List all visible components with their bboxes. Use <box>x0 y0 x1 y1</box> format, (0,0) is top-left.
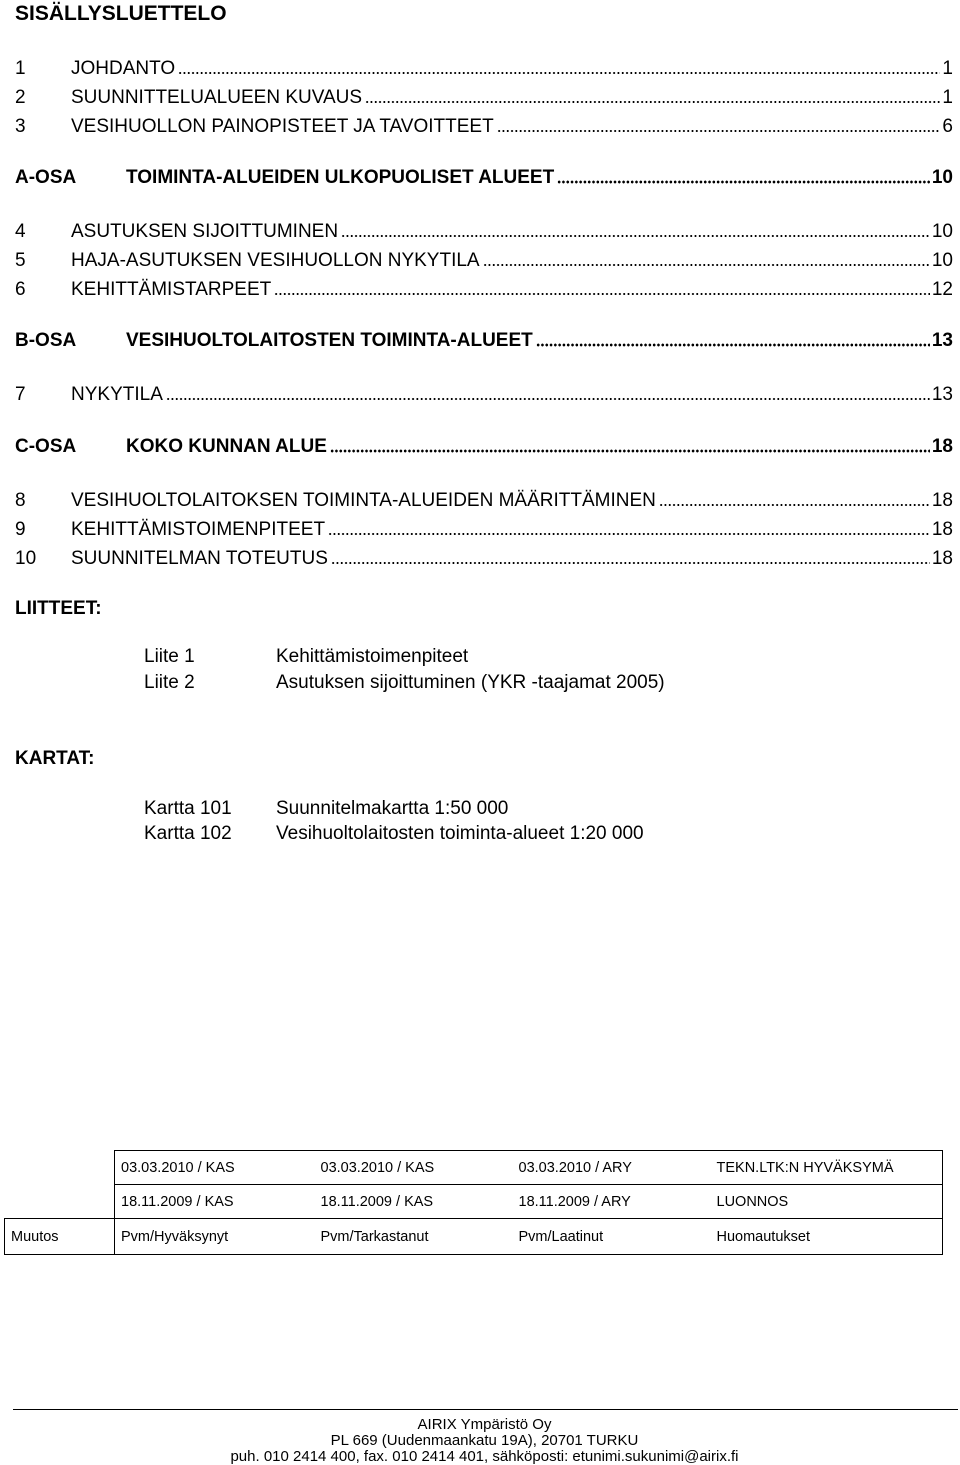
toc-entry-title: JOHDANTO <box>71 58 176 79</box>
revision-header-cell: Muutos <box>5 1219 115 1255</box>
annex-code: Liite 1 <box>144 646 195 667</box>
revision-cell: 18.11.2009 / KAS <box>315 1185 513 1219</box>
toc-entry-page: 18 <box>931 490 953 511</box>
toc-entry[interactable] <box>15 275 953 301</box>
toc-entry-number: 5 <box>15 250 26 271</box>
toc-entry-title: HAJA-ASUTUKSEN VESIHUOLLON NYKYTILA <box>71 250 480 271</box>
footer-divider <box>13 1409 958 1410</box>
maps-label: KARTAT: <box>15 748 95 769</box>
revision-cell: 03.03.2010 / KAS <box>115 1151 315 1185</box>
toc-entry[interactable] <box>15 486 953 512</box>
footer-address: PL 669 (Uudenmaankatu 19A), 20701 TURKU <box>330 1432 639 1449</box>
dot-leader <box>328 532 930 536</box>
toc-entry-title: SUUNNITELMAN TOTEUTUS <box>71 548 328 569</box>
dot-leader <box>274 292 930 296</box>
toc-entry[interactable] <box>15 112 953 138</box>
dot-leader <box>330 449 930 453</box>
toc-entry-title: KEHITTÄMISTOIMENPITEET <box>71 519 326 540</box>
revision-cell: 18.11.2009 / ARY <box>513 1185 711 1219</box>
dot-leader <box>557 180 930 184</box>
toc-entry[interactable] <box>15 54 953 80</box>
toc-entry[interactable] <box>15 380 953 406</box>
annex-description: Asutuksen sijoittuminen (YKR -taajamat 2005) <box>276 672 665 693</box>
toc-entry-page: 13 <box>931 384 953 405</box>
toc-entry-number: A-OSA <box>15 167 77 188</box>
revision-cell: 03.03.2010 / KAS <box>315 1151 513 1185</box>
revision-row <box>5 1185 943 1219</box>
toc-entry-title: ASUTUKSEN SIJOITTUMINEN <box>71 221 339 242</box>
toc-entry-page: 1 <box>942 58 953 79</box>
toc-entry-title: VESIHUOLLON PAINOPISTEET JA TAVOITTEET <box>71 116 494 137</box>
toc-entry-page: 13 <box>931 330 953 351</box>
dot-leader <box>178 71 940 75</box>
revision-header-cell: Huomautukset <box>711 1219 943 1255</box>
toc-entry-page: 18 <box>931 519 953 540</box>
revision-header-cell: Pvm/Tarkastanut <box>315 1219 513 1255</box>
dot-leader <box>365 100 940 104</box>
dot-leader <box>497 129 941 133</box>
annexes-label: LIITTEET: <box>15 598 102 619</box>
map-description: Suunnitelmakartta 1:50 000 <box>276 798 509 819</box>
toc-entry[interactable] <box>15 217 953 243</box>
revision-cell: LUONNOS <box>711 1185 943 1219</box>
map-code: Kartta 102 <box>144 823 232 844</box>
toc-entry-title: TOIMINTA-ALUEIDEN ULKOPUOLISET ALUEET <box>126 167 555 188</box>
toc-part-entry[interactable] <box>15 432 953 458</box>
toc-part-entry[interactable] <box>15 326 953 352</box>
toc-entry-number: B-OSA <box>15 330 77 351</box>
dot-leader <box>331 561 930 565</box>
dot-leader <box>166 397 930 401</box>
toc-entry-title: KEHITTÄMISTARPEET <box>71 279 272 300</box>
revision-header-cell: Pvm/Hyväksynyt <box>115 1219 315 1255</box>
toc-entry-title: NYKYTILA <box>71 384 163 405</box>
revision-table <box>4 1150 943 1255</box>
toc-entry-number: 4 <box>15 221 26 242</box>
revision-cell: 03.03.2010 / ARY <box>513 1151 711 1185</box>
dot-leader <box>341 234 930 238</box>
toc-entry-page: 1 <box>942 87 953 108</box>
footer <box>0 1417 960 1465</box>
annex-code: Liite 2 <box>144 672 195 693</box>
toc-entry-page: 10 <box>931 250 953 271</box>
dot-leader <box>659 503 930 507</box>
toc-entry-number: 1 <box>15 58 26 79</box>
dot-leader <box>483 263 930 267</box>
toc-entry-number: 8 <box>15 490 26 511</box>
revision-header-row <box>5 1219 943 1255</box>
toc-entry[interactable] <box>15 544 953 570</box>
revision-row <box>5 1151 943 1185</box>
toc-entry-number: 7 <box>15 384 26 405</box>
revision-cell <box>5 1185 115 1219</box>
toc-part-entry[interactable] <box>15 163 953 189</box>
toc-entry-page: 12 <box>931 279 953 300</box>
footer-contact[interactable]: puh. 010 2414 400, fax. 010 2414 401, sähköposti: etunimi.sukunimi@airix.fi <box>230 1448 739 1465</box>
toc-heading: SISÄLLYSLUETTELO <box>15 2 227 25</box>
map-code: Kartta 101 <box>144 798 232 819</box>
toc-entry[interactable] <box>15 515 953 541</box>
toc-entry-title: KOKO KUNNAN ALUE <box>126 436 327 457</box>
toc-entry[interactable] <box>15 83 953 109</box>
toc-entry-number: 3 <box>15 116 26 137</box>
toc-entry-title: VESIHUOLTOLAITOKSEN TOIMINTA-ALUEIDEN MÄÄRITTÄMINEN <box>71 490 656 511</box>
toc-entry[interactable] <box>15 246 953 272</box>
toc-entry-page: 18 <box>931 436 953 457</box>
toc-entry-number: C-OSA <box>15 436 77 457</box>
toc-entry-page: 10 <box>931 221 953 242</box>
dot-leader <box>536 343 930 347</box>
map-description: Vesihuoltolaitosten toiminta-alueet 1:20 000 <box>276 823 644 844</box>
footer-company: AIRIX Ympäristö Oy <box>417 1416 552 1433</box>
toc-entry-title: VESIHUOLTOLAITOSTEN TOIMINTA-ALUEET <box>126 330 533 351</box>
revision-cell <box>5 1151 115 1185</box>
toc-entry-page: 10 <box>931 167 953 188</box>
toc-entry-title: SUUNNITTELUALUEEN KUVAUS <box>71 87 363 108</box>
toc-entry-number: 10 <box>15 548 37 569</box>
toc-entry-number: 6 <box>15 279 26 300</box>
annex-description: Kehittämistoimenpiteet <box>276 646 469 667</box>
revision-cell: TEKN.LTK:N HYVÄKSYMÄ <box>711 1151 943 1185</box>
toc-entry-page: 18 <box>931 548 953 569</box>
revision-header-cell: Pvm/Laatinut <box>513 1219 711 1255</box>
toc-entry-number: 9 <box>15 519 26 540</box>
revision-cell: 18.11.2009 / KAS <box>115 1185 315 1219</box>
toc-entry-page: 6 <box>942 116 953 137</box>
toc-entry-number: 2 <box>15 87 26 108</box>
